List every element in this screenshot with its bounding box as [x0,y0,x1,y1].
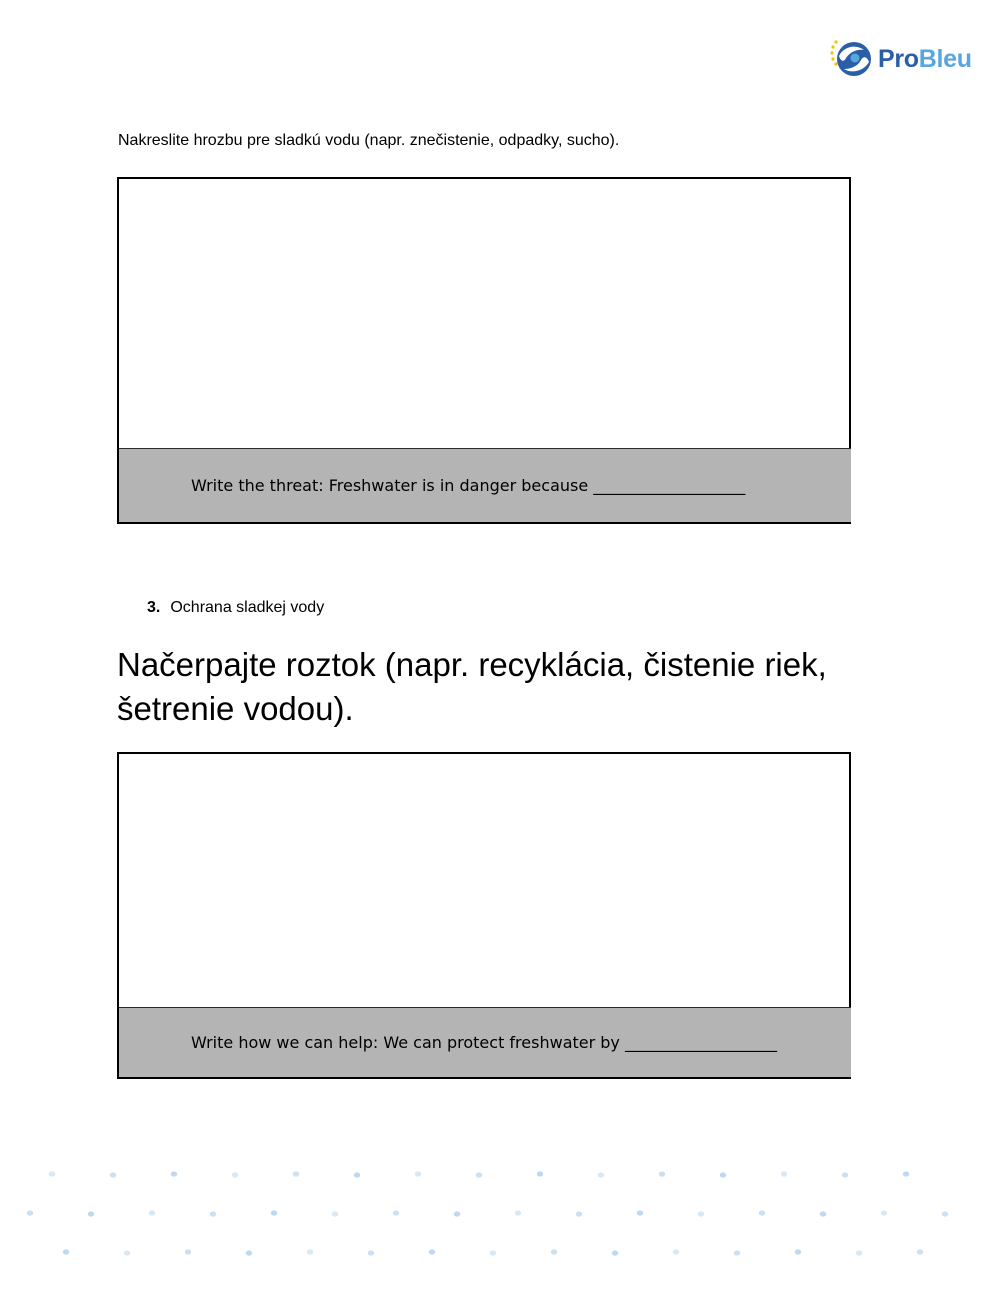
decorative-dot [415,1171,421,1176]
decorative-dot [63,1249,69,1254]
decorative-dot [354,1172,360,1177]
decorative-dot [598,1172,604,1177]
decorative-dot [673,1249,679,1254]
decorative-dot [759,1210,765,1215]
decorative-dot [781,1171,787,1176]
decorative-dot [307,1249,313,1254]
decorative-dot [393,1210,399,1215]
decorative-dot [110,1172,116,1177]
decorative-dot [842,1172,848,1177]
decorative-dot [795,1249,801,1254]
solution-caption-text: Write how we can help: We can protect freshwater by ___________________ [191,1033,777,1052]
decorative-dot [27,1210,33,1215]
decorative-dot [490,1250,496,1255]
solution-drawing-area[interactable] [117,752,851,1079]
probleu-logo [830,38,980,80]
decorative-dot [881,1210,887,1215]
decorative-dot [942,1211,948,1216]
decorative-dot [734,1250,740,1255]
logo-wordmark-bleu: Bleu [918,44,972,73]
section-title: Ochrana sladkej vody [170,599,325,616]
task2-instruction: Načerpajte roztok (napr. recyklácia, čistenie riek, šetrenie vodou). [117,646,827,727]
decorative-dot-pattern [0,1150,1000,1294]
probleu-emblem-icon [830,38,872,80]
decorative-dot [720,1172,726,1177]
decorative-dot [271,1210,277,1215]
decorative-dot [185,1249,191,1254]
logo-wordmark [878,45,972,74]
decorative-dot [856,1250,862,1255]
decorative-dot [49,1171,55,1176]
decorative-dot [637,1210,643,1215]
section-heading [147,599,324,617]
decorative-dot [820,1211,826,1216]
decorative-dot [903,1171,909,1176]
solution-caption-bar [119,1007,851,1077]
threat-drawing-area[interactable] [117,177,851,524]
decorative-dot [454,1211,460,1216]
decorative-dot [537,1171,543,1176]
decorative-dot [232,1172,238,1177]
decorative-dot [476,1172,482,1177]
decorative-dot [246,1250,252,1255]
decorative-dot [515,1210,521,1215]
decorative-dot [659,1171,665,1176]
section-number: 3. [147,599,161,616]
task1-instruction: Nakreslite hrozbu pre sladkú vodu (napr. znečistenie, odpadky, sucho). [118,132,620,149]
decorative-dot [171,1171,177,1176]
decorative-dot [429,1249,435,1254]
decorative-dot [368,1250,374,1255]
decorative-dot [293,1171,299,1176]
decorative-dot [917,1249,923,1254]
threat-caption-bar [119,448,851,522]
decorative-dot [612,1250,618,1255]
threat-caption-text: Write the threat: Freshwater is in danger because ___________________ [191,476,746,495]
decorative-dot [210,1211,216,1216]
decorative-dot [698,1211,704,1216]
decorative-dot [124,1250,130,1255]
decorative-dot [332,1211,338,1216]
decorative-dot [576,1211,582,1216]
logo-wordmark-pro: Pro [878,44,919,73]
decorative-dot [551,1249,557,1254]
decorative-dot [149,1210,155,1215]
decorative-dot [88,1211,94,1216]
